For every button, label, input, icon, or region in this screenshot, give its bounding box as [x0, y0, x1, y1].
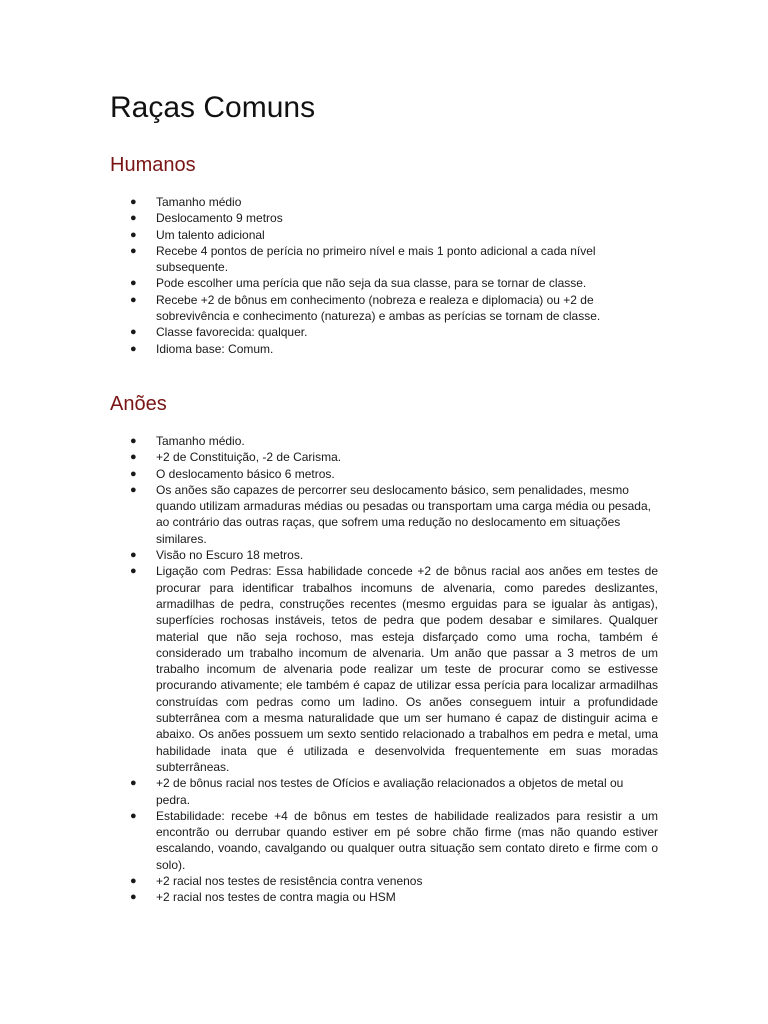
list-item-text: +2 racial nos testes de resistência contra venenos	[156, 873, 423, 888]
bullet-icon: ●	[130, 293, 137, 306]
list-item	[110, 243, 658, 276]
list-item-text: +2 racial nos testes de contra magia ou HSM	[156, 890, 396, 905]
bullet-icon: ●	[130, 549, 137, 562]
bullet-icon: ●	[130, 565, 137, 578]
bullet-icon: ●	[130, 277, 137, 290]
bullet-icon: ●	[130, 891, 137, 904]
page-title: Raças Comuns	[110, 91, 316, 124]
list-item-text: Tamanho médio	[156, 195, 242, 209]
list-item	[110, 547, 658, 563]
section-heading: Humanos	[110, 154, 196, 176]
list-item	[110, 210, 658, 226]
list-item	[110, 275, 658, 291]
list-item-text: Pode escolher uma perícia que não seja da sua classe, para se tornar de classe.	[156, 276, 587, 291]
list-item-text: Ligação com Pedras: Essa habilidade concede +2 de bônus racial aos anões em testes de procurar para identificar trabalhos incomuns de alvenaria, como paredes deslizantes, armadilhas de pedra, construções recentes (mesmo erguidas para se igualar às antigas), superfícies rochosas instáveis, tetos de pedra que podem desabar e similares. Qualquer material que não seja rochoso, mas esteja disfarçado como uma rocha, também é considerado um trabalho incomum de alvenaria. Um anão que passar a 3 metros de um trabalho incomum de alvenaria pode realizar um teste de procurar como se estivesse procurando ativamente; ele também é capaz de utilizar essa perícia para localizar armadilhas construídas com pedras como um ladino. Os anões conseguem intuir a profundidade subterrânea com a mesma naturalidade que um ser humano é capaz de distinguir acima e abaixo. Os anões possuem um sexto sentido relacionado a trabalhos em pedra e metal, uma habilidade inata que é utilizada e desenvolvida frequentemente em suas moradas subterrâneas.	[156, 564, 658, 774]
list-item-text: Tamanho médio.	[156, 433, 245, 448]
list-item-text: +2 de Constituição, -2 de Carisma.	[156, 450, 342, 465]
list-item-text: Estabilidade: recebe +4 de bônus em testes de habilidade realizados para resistir a um encontrão ou derrubar quando estiver em pé sobre chão firme (mas não quando estiver escalando, voando, cavalgando ou qualquer outra situação sem contato direto e firme com o solo).	[156, 808, 658, 872]
list-item-text: Idioma base: Comum.	[156, 341, 274, 356]
bullet-icon: ●	[130, 212, 137, 225]
list-item	[110, 449, 658, 465]
list-item	[110, 482, 658, 547]
list-item-text: Recebe 4 pontos de perícia no primeiro nível e mais 1 ponto adicional a cada nível subsequente.	[156, 243, 596, 275]
bullet-icon: ●	[130, 434, 137, 447]
list-item	[110, 227, 658, 243]
document-page	[110, 88, 658, 906]
list-item	[110, 775, 658, 808]
list-item-text: Recebe +2 de bônus em conhecimento (nobreza e realeza e diplomacia) ou +2 de sobrevivência e conhecimento (natureza) e ambas as perícias se tornam de classe.	[156, 292, 601, 324]
bullet-icon: ●	[130, 228, 137, 241]
bullet-icon: ●	[130, 809, 137, 822]
list-item	[110, 808, 658, 873]
list-item-text: Visão no Escuro 18 metros.	[156, 548, 304, 563]
bullet-icon: ●	[130, 451, 137, 464]
list-item	[110, 563, 658, 775]
bullet-icon: ●	[130, 326, 137, 339]
bullet-icon: ●	[130, 342, 137, 355]
list-item	[110, 341, 658, 357]
bullet-icon: ●	[130, 874, 137, 887]
list-item	[110, 466, 658, 482]
list-item	[110, 433, 658, 449]
bullet-icon: ●	[130, 483, 137, 496]
list-item	[110, 324, 658, 340]
list-item	[110, 873, 658, 889]
list-item	[110, 889, 658, 905]
list-item-text: Os anões são capazes de percorrer seu deslocamento básico, sem penalidades, mesmo quando utilizam armaduras médias ou pesadas ou transportam uma carga média ou pesada, ao contrário das outras raças, que sofrem uma redução no deslocamento em situações similares.	[156, 482, 651, 546]
bullet-icon: ●	[130, 777, 137, 790]
section-anoes	[110, 391, 658, 906]
section-humanos	[110, 152, 658, 357]
list-item-text: Classe favorecida: qualquer.	[156, 325, 308, 340]
list-item-text: Deslocamento 9 metros	[156, 211, 283, 226]
bullet-list	[110, 194, 658, 357]
list-item	[110, 292, 658, 325]
list-item-text: O deslocamento básico 6 metros.	[156, 466, 335, 481]
bullet-icon: ●	[130, 467, 137, 480]
list-item	[110, 194, 658, 210]
bullet-icon: ●	[130, 244, 137, 257]
list-item-text: +2 de bônus racial nos testes de Ofícios e avaliação relacionados a objetos de metal ou pedra.	[156, 776, 624, 807]
section-heading: Anões	[110, 392, 167, 415]
bullet-icon: ●	[130, 196, 137, 208]
list-item-text: Um talento adicional	[156, 227, 265, 242]
bullet-list	[110, 433, 658, 906]
